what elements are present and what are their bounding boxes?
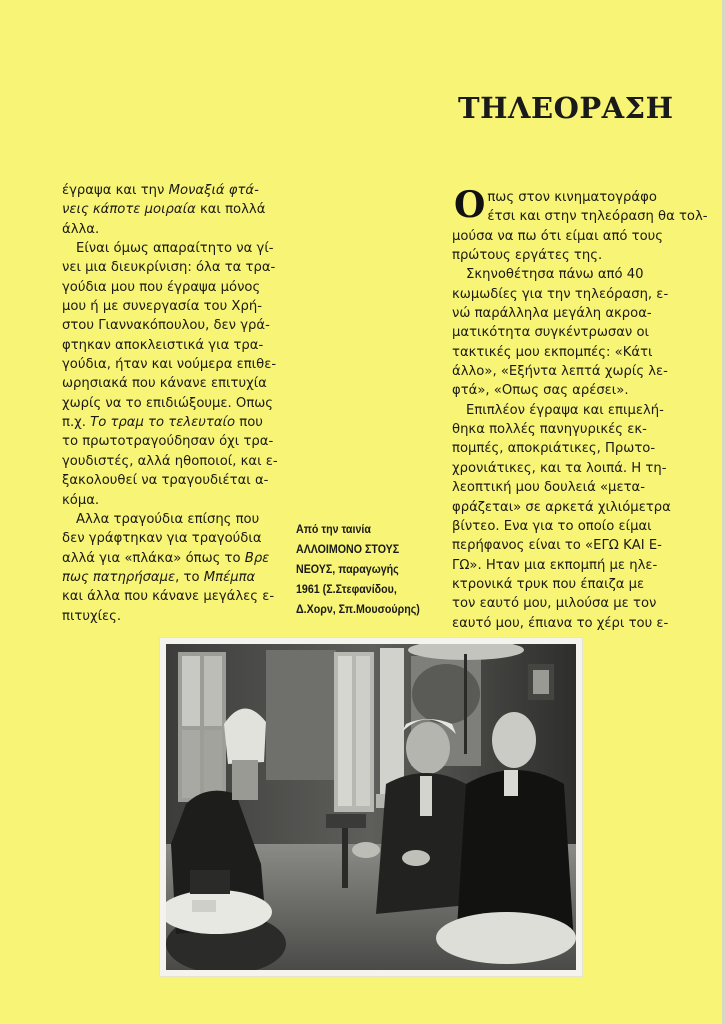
text-line: αλλά για «πλάκα» όπως το Βρε bbox=[62, 550, 270, 566]
text-line: έτσι και στην τηλεόραση θα τολ- bbox=[487, 209, 708, 225]
section-title: ΤΗΛΕΟΡΑΣΗ bbox=[458, 91, 674, 126]
text-line: ξακολουθεί να τραγουδιέται α- bbox=[62, 473, 269, 489]
text-line: νώ παράλληλα μεγάλη ακροα- bbox=[452, 306, 652, 322]
caption-line: Δ.Χορν, Σπ.Μουσούρης) bbox=[296, 602, 420, 616]
text-line: Αλλα τραγούδια επίσης που bbox=[76, 511, 260, 527]
left-paragraph-3 bbox=[62, 510, 294, 626]
text-line: π.χ. Το τραμ το τελευταίο που bbox=[62, 415, 263, 431]
drop-cap: Ο bbox=[454, 184, 486, 226]
text-line: πως στον κινηματογράφο bbox=[487, 190, 657, 205]
song-title: νεις κάποτε μοιραία bbox=[62, 202, 196, 218]
text-line: άλλα. bbox=[62, 221, 100, 237]
text-line: μούσα να πω ότι είμαι από τους bbox=[452, 228, 664, 244]
text-line: πιτυχίες. bbox=[62, 608, 122, 624]
text-line: εαυτό μου, έπιανα το χέρι του ε- bbox=[452, 615, 669, 631]
text-line: έγραψα και την Μοναξιά φτά- bbox=[62, 183, 259, 198]
text-line: κωμωδίες για την τηλεόραση, ε- bbox=[452, 286, 669, 302]
song-title: Μπέμπα bbox=[203, 569, 256, 585]
film-still-photo bbox=[160, 638, 582, 976]
song-title: Μοναξιά φτά- bbox=[168, 183, 259, 198]
text-line: γούδια, ήταν και νούμερα επιθε- bbox=[62, 357, 277, 373]
text-line: κτρονικά τρυκ που έπαιζα με bbox=[452, 576, 645, 592]
left-column bbox=[62, 181, 294, 626]
right-column bbox=[452, 184, 708, 633]
page-edge bbox=[722, 0, 726, 1024]
text-line: θηκα πολλές πανηγυρικές εκ- bbox=[452, 422, 647, 438]
text-line: ματικότητα συγκέντρωσαν οι bbox=[452, 325, 650, 341]
right-paragraph-1 bbox=[452, 184, 708, 265]
text-line: άλλο», «Εξήντα λεπτά χωρίς λε- bbox=[452, 364, 668, 380]
text-line: λεοπτική μου δουλειά «μετα- bbox=[452, 480, 645, 496]
caption-line: ΝΕΟΥΣ, παραγωγής bbox=[296, 562, 399, 576]
text-line: χρονιάτικες, και τα λοιπά. Η τη- bbox=[452, 460, 667, 476]
left-paragraph-2 bbox=[62, 239, 294, 510]
right-paragraph-2 bbox=[452, 265, 684, 400]
text-line: μου ή με συνεργασία του Χρή- bbox=[62, 299, 262, 315]
text-line: γούδια μου που έγραψα μόνος bbox=[62, 279, 261, 295]
text-line: φτά», «Οπως σας αρέσει». bbox=[452, 383, 629, 399]
text-line: τακτικές μου εκπομπές: «Κάτι bbox=[452, 344, 653, 360]
text-line: πρώτους εργάτες της. bbox=[452, 248, 603, 264]
text-line: νεις κάποτε μοιραία και πολλά bbox=[62, 202, 266, 218]
caption-line: Από την ταινία bbox=[296, 522, 371, 536]
song-title: Βρε bbox=[244, 550, 270, 566]
text-line: ωρησιακά που κάνανε επιτυχία bbox=[62, 376, 267, 392]
text-line: νει μια διευκρίνιση: όλα τα τρα- bbox=[62, 260, 276, 276]
text-line: πομπές, αποκριάτικες, Πρωτο- bbox=[452, 441, 656, 457]
left-paragraph-1 bbox=[62, 181, 294, 239]
text-line: Σκηνοθέτησα πάνω από 40 bbox=[466, 267, 644, 283]
text-line: πως πατηρήσαμε, το Μπέμπα bbox=[62, 569, 256, 585]
text-line: Είναι όμως απαραίτητο να γί- bbox=[76, 241, 274, 257]
caption-line: ΑΛΛΟΙΜΟΝΟ ΣΤΟΥΣ bbox=[296, 542, 400, 556]
text-line: κόμα. bbox=[62, 492, 100, 508]
text-line: το πρωτοτραγούδησαν όχι τρα- bbox=[62, 434, 274, 450]
song-title: πως πατηρήσαμε bbox=[62, 569, 176, 585]
right-paragraph-3 bbox=[452, 401, 684, 633]
photo-caption bbox=[296, 519, 425, 619]
text-line: δεν γράφτηκαν για τραγούδια bbox=[62, 531, 262, 547]
text-line: περήφανος είναι το «ΕΓΩ ΚΑΙ Ε- bbox=[452, 538, 662, 554]
text-line: γουδιστές, αλλά ηθοποιοί, και ε- bbox=[62, 453, 278, 469]
text-line: στου Γιαννακόπουλου, δεν γρά- bbox=[62, 318, 270, 334]
text-line: τον εαυτό μου, μιλούσα με τον bbox=[452, 596, 657, 612]
film-still-image bbox=[166, 644, 576, 970]
text-line: φράζεται» σε αρκετά χιλιόμετρα bbox=[452, 499, 671, 515]
text-line: και άλλα που κάνανε μεγάλες ε- bbox=[62, 589, 275, 605]
text-line: Επιπλέον έγραψα και επιμελή- bbox=[466, 402, 664, 418]
text-line: φτηκαν αποκλειστικά για τρα- bbox=[62, 337, 264, 353]
text-line: ΓΩ». Ηταν μια εκπομπή με ηλε- bbox=[452, 557, 658, 573]
text-line: χωρίς να το επιδιώξουμε. Οπως bbox=[62, 395, 274, 411]
text-line: βίντεο. Ενα για το οποίο είμαι bbox=[452, 518, 652, 534]
caption-line: 1961 (Σ.Στεφανίδου, bbox=[296, 582, 397, 596]
song-title: Το τραμ το τελευταίο bbox=[90, 415, 236, 431]
